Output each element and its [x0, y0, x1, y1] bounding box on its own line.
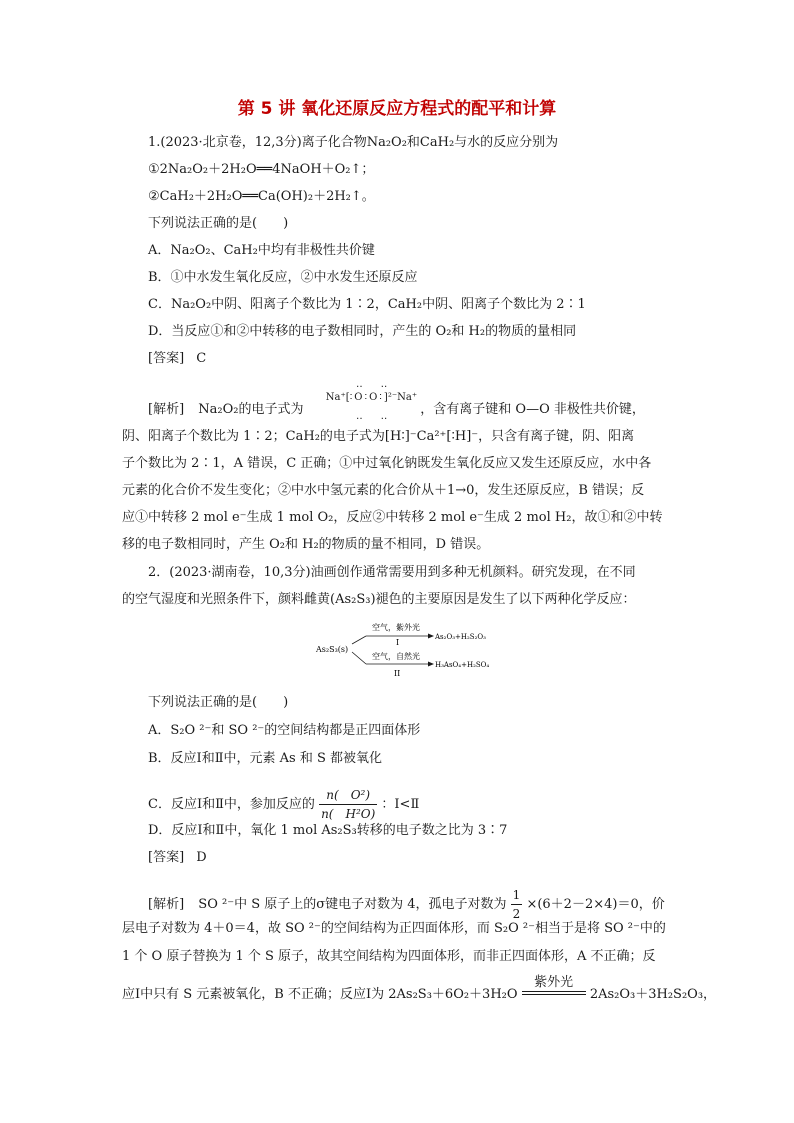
- reaction-condition-arrow: [522, 975, 586, 995]
- electron-formula-oxygen: ∶O∶O∶: [349, 392, 384, 403]
- q2-option-c-fraction: [319, 786, 377, 823]
- q2-prompt: 下列说法正确的是( ): [148, 695, 289, 710]
- electron-formula-na2o2: [326, 392, 421, 403]
- q1-analysis-line-4: 元素的化合价不发生变化；②中水中氢元素的化合价从＋1→0，发生还原反应，B 错误；反: [122, 483, 645, 498]
- q1-option-c: C．Na₂O₂中阴、阳离子个数比为 1∶2，CaH₂中阴、阳离子个数比为 2∶1: [148, 297, 586, 312]
- electron-formula-right: ]²⁻Na⁺: [383, 392, 418, 403]
- q2-option-c: [148, 786, 419, 823]
- lower-arrowhead: [428, 662, 434, 667]
- q1-option-a: A．Na₂O₂、CaH₂中均有非极性共价键: [148, 243, 375, 258]
- q2-analysis-fraction: [511, 886, 523, 923]
- fraction-denominator: n( H²O): [321, 807, 376, 821]
- q1-equation-2: ②CaH₂＋2H₂O══Ca(OH)₂＋2H₂↑。: [148, 189, 375, 204]
- q1-analysis-line-5: 应①中转移 2 mol e⁻生成 1 mol O₂，反应②中转移 2 mol e⁻生成 2 mol H₂，故①和②中转: [122, 510, 663, 525]
- reaction-condition: 紫外光: [534, 975, 574, 990]
- lower-branch-line: [352, 652, 366, 664]
- scheme-reactant: As₂S₃(s): [316, 645, 349, 654]
- q2-option-c-text: C．反应Ⅰ和Ⅱ中，参加反应的: [148, 797, 315, 812]
- q2-option-b: B．反应Ⅰ和Ⅱ中，元素 As 和 S 都被氧化: [148, 751, 383, 766]
- q2-analysis-line-2: 层电子对数为 4＋0＝4，故 SO ²⁻的空间结构为正四面体形，而 S₂O ²⁻相当于是将 SO ²⁻中的: [122, 921, 666, 936]
- upper-branch-line: [352, 636, 366, 644]
- electron-dots-top: ‥ ‥: [356, 379, 392, 390]
- lower-reaction-number: II: [394, 669, 401, 678]
- electron-formula-left: Na⁺[: [325, 392, 350, 403]
- q2-analysis-line-3: 1 个 O 原子替换为 1 个 S 原子，故其空间结构为四面体形，而非正四面体形，A 不正确；反: [122, 949, 656, 964]
- q1-analysis-line-1: [148, 392, 645, 420]
- q1-answer-tag: [答案]: [148, 351, 185, 366]
- q1-analysis-text: Na₂O₂的电子式为: [198, 402, 304, 417]
- q2-analysis-text: SO ²⁻中 S 原子上的σ键电子对数为 4，孤电子对数为: [198, 897, 507, 912]
- q2-analysis-text: 应Ⅰ中只有 S 元素被氧化，B 不正确；反应Ⅰ为 2As₂S₃＋6O₂＋3H₂O: [122, 987, 518, 1002]
- q1-analysis-line-6: 移的电子数相同时，产生 O₂和 H₂的物质的量不相同，D 错误。: [122, 537, 490, 552]
- upper-arrowhead: [428, 634, 434, 639]
- q1-equation-1: ①2Na₂O₂＋2H₂O══4NaOH＋O₂↑；: [148, 162, 375, 177]
- q2-answer-tag: [答案]: [148, 850, 185, 865]
- lower-condition: 空气，自然光: [372, 652, 420, 661]
- reaction-scheme: [300, 618, 520, 680]
- upper-reaction-number: I: [396, 638, 400, 647]
- q1-option-b: B．①中水发生氧化反应，②中水发生还原反应: [148, 270, 418, 285]
- q1-analysis-line-3: 子个数比为 2∶1，A 错误，C 正确；①中过氧化钠既发生氧化反应又发生还原反应，水中各: [122, 456, 652, 471]
- q2-answer-value: D: [196, 850, 207, 865]
- q1-stem: 1.(2023·北京卷，12,3分)离子化合物Na₂O₂和CaH₂与水的反应分别为: [148, 135, 559, 150]
- q1-option-d: D．当反应①和②中转移的电子数相同时，产生的 O₂和 H₂的物质的量相同: [148, 324, 577, 339]
- electron-dots-bottom: ‥ ‥: [356, 411, 392, 422]
- fraction-numerator: n( O²): [319, 786, 377, 805]
- q1-answer-value: C: [196, 351, 207, 366]
- page-title: 第 5 讲 氧化还原反应方程式的配平和计算: [237, 99, 557, 119]
- q2-option-a: A．S₂O ²⁻和 SO ²⁻的空间结构都是正四面体形: [148, 723, 421, 738]
- upper-product: As₂O₃+H₂S₂O₃: [435, 633, 486, 641]
- q2-analysis-text-cont: 2As₂O₃＋3H₂S₂O₃，: [589, 987, 717, 1002]
- q2-stem-2: 的空气湿度和光照条件下，颜料雌黄(As₂S₃)褪色的主要原因是发生了以下两种化学反应：: [122, 592, 636, 607]
- upper-condition: 空气，紫外光: [372, 623, 420, 632]
- q1-analysis-text-cont: ，含有离子键和 O—O 非极性共价键，: [420, 402, 645, 417]
- lower-product: H₃AsO₄+H₂SO₄: [435, 661, 490, 669]
- fraction-numerator: 1: [511, 886, 523, 905]
- q2-answer: [148, 849, 207, 867]
- q2-option-c-compare: ：Ⅰ<Ⅱ: [381, 797, 420, 812]
- q1-analysis-tag: [解析]: [148, 402, 185, 417]
- q2-analysis-line-4: [122, 975, 717, 1004]
- fraction-denominator: 2: [512, 907, 521, 921]
- q1-answer: [148, 350, 206, 368]
- q1-analysis-line-2: 阴、阳离子个数比为 1∶2；CaH₂的电子式为[H∶]⁻Ca²⁺[∶H]⁻，只含有离子键，阴、阳离: [122, 429, 635, 444]
- q2-option-d: D．反应Ⅰ和Ⅱ中，氧化 1 mol As₂S₃转移的电子数之比为 3∶7: [148, 823, 508, 838]
- q1-prompt: 下列说法正确的是( ): [148, 216, 289, 231]
- q2-analysis-text-cont: ×(6＋2－2×4)＝0，价: [526, 897, 665, 912]
- q2-analysis-line-1: [148, 886, 665, 923]
- q2-analysis-tag: [解析]: [148, 897, 185, 912]
- q2-stem-1: 2．(2023·湖南卷，10,3分)油画创作通常需要用到多种无机颜料。研究发现，在不同: [148, 565, 636, 580]
